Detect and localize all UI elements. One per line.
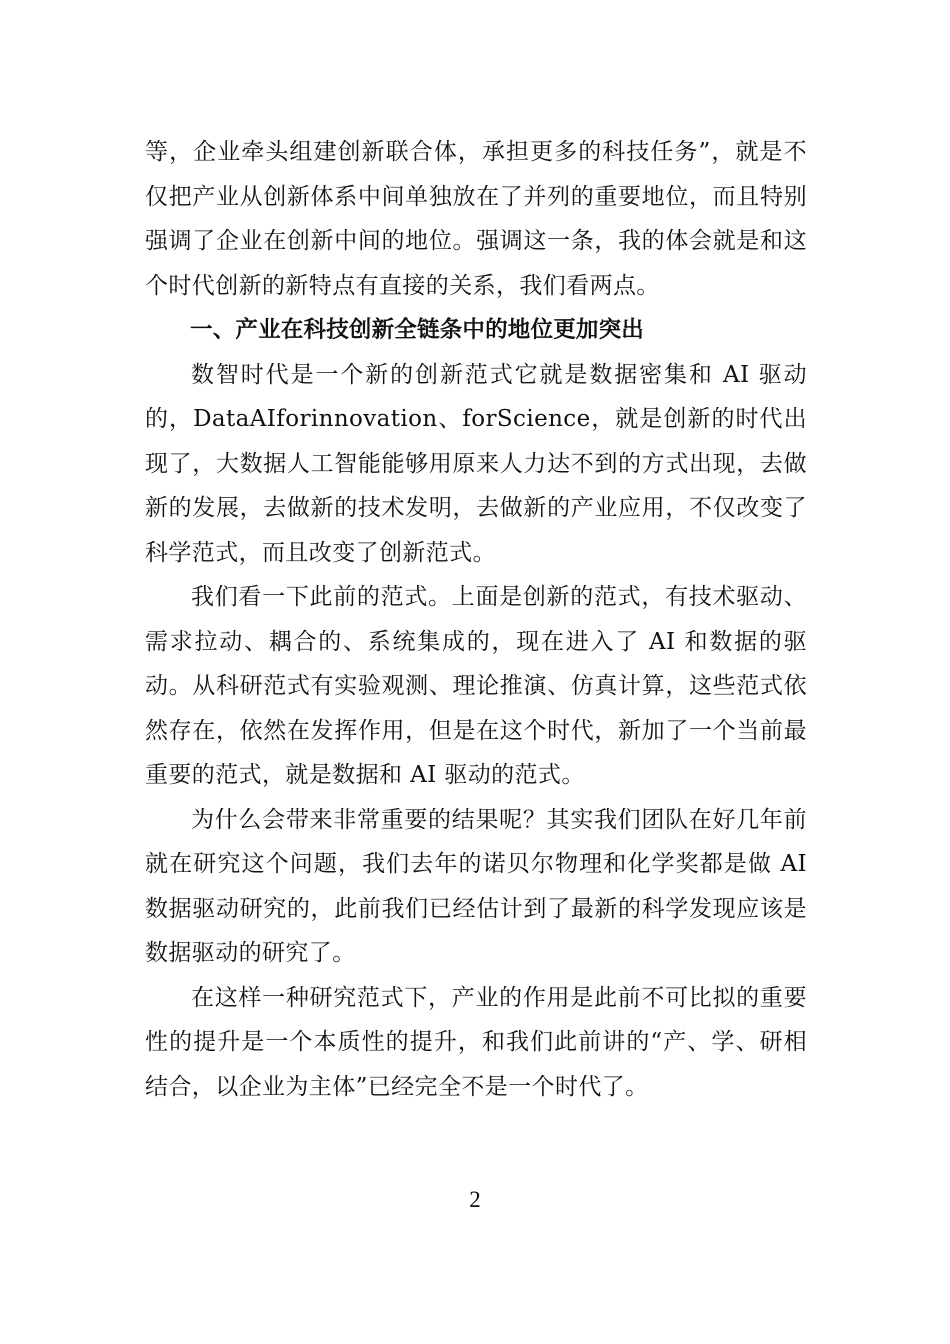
body-paragraph: 为什么会带来非常重要的结果呢？其实我们团队在好几年前就在研究这个问题，我们去年的诺贝尔物理和化学奖都是做 AI 数据驱动研究的，此前我们已经估计到了最新的科学发现应该是数据驱动的研究了。 [145, 806, 807, 966]
page-number: 2 [469, 1187, 481, 1212]
document-body [145, 130, 807, 1109]
body-paragraph: 我们看一下此前的范式。上面是创新的范式，有技术驱动、需求拉动、耦合的、系统集成的，现在进入了 AI 和数据的驱动。从科研范式有实验观测、理论推演、仿真计算，这些范式依然存在，依然在发挥作用，但是在这个时代，新加了一个当前最重要的范式，就是数据和 AI 驱动的范式。 [145, 584, 807, 788]
body-paragraph: 在这样一种研究范式下，产业的作用是此前不可比拟的重要性的提升是一个本质性的提升，和我们此前讲的“产、学、研相结合，以企业为主体”已经完全不是一个时代了。 [145, 984, 807, 1100]
body-paragraph-continued: 等，企业牵头组建创新联合体，承担更多的科技任务”，就是不仅把产业从创新体系中间单独放在了并列的重要地位，而且特别强调了企业在创新中间的地位。强调这一条，我的体会就是和这个时代创新的新特点有直接的关系，我们看两点。 [145, 139, 807, 299]
body-paragraph: 数智时代是一个新的创新范式它就是数据密集和 AI 驱动的，DataAIforinnovation、forScience，就是创新的时代出现了，大数据人工智能能够用原来人力达不到的方式出现，去做新的发展，去做新的技术发明，去做新的产业应用，不仅改变了科学范式，而且改变了创新范式。 [145, 361, 807, 566]
section-heading: 一、产业在科技创新全链条中的地位更加突出 [190, 317, 645, 343]
